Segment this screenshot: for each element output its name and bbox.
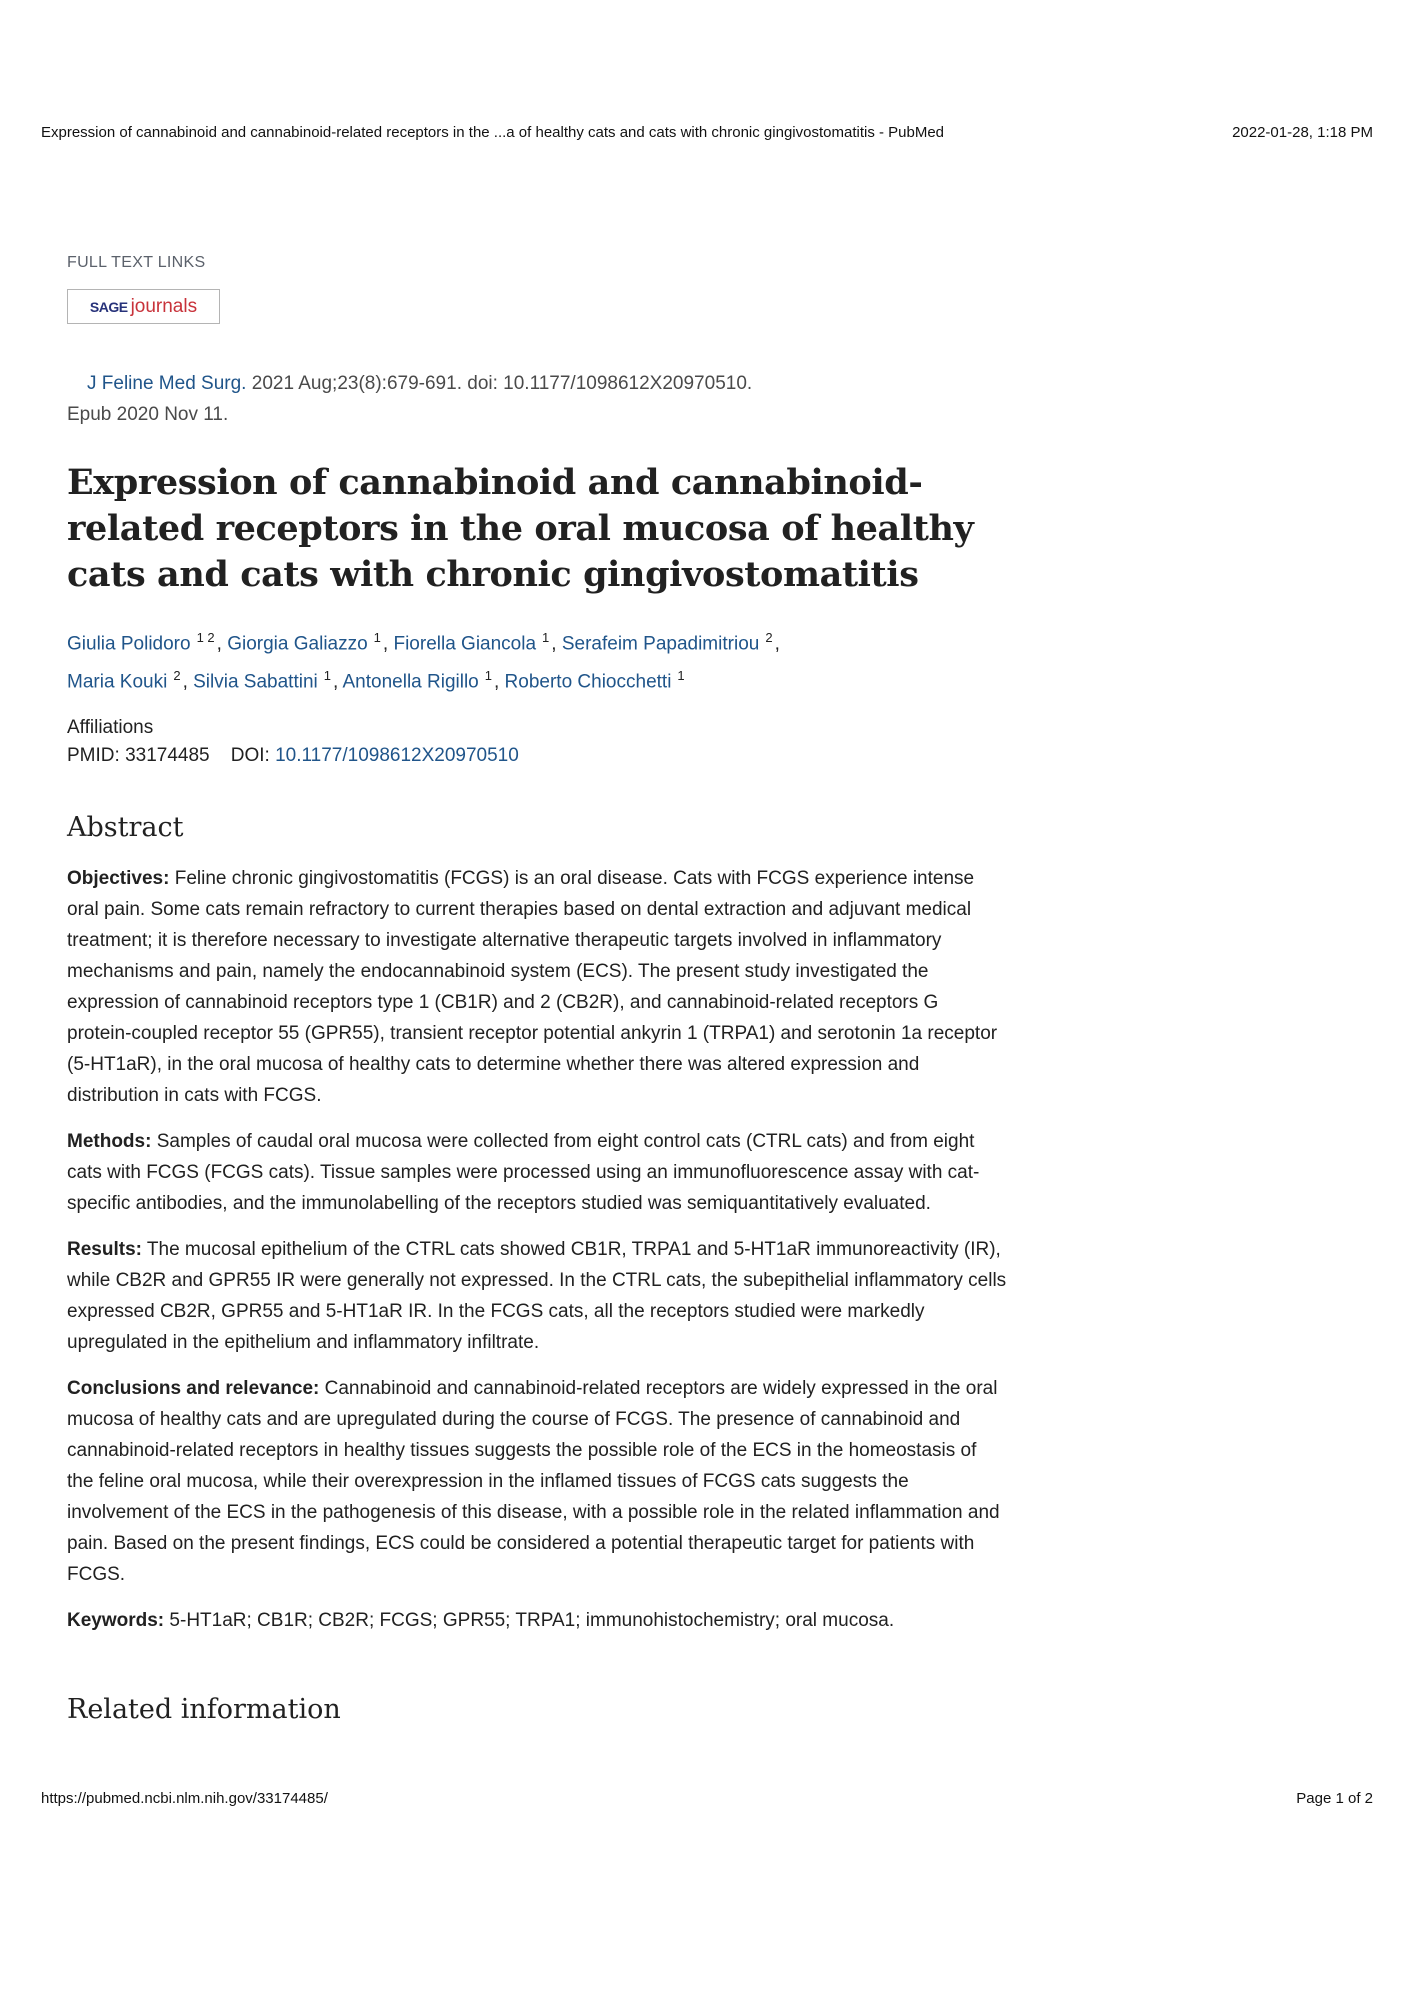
author-link[interactable]: Serafeim Papadimitriou: [561, 633, 760, 655]
print-header-title: Expression of cannabinoid and cannabinoid-related receptors in the ...a of healthy cats and cats with chronic gingivostomatitis - PubMed: [41, 124, 945, 141]
doi-label: DOI:: [230, 744, 270, 766]
author-link[interactable]: Antonella Rigillo: [342, 671, 479, 693]
abstract-body: [67, 863, 1007, 1636]
author-affiliation[interactable]: 1: [484, 668, 492, 684]
conclusions-text: Cannabinoid and cannabinoid-related receptors are widely expressed in the oral mucosa of healthy cats and are upregulated during the course of FCGS. The presence of cannabinoid and cannabinoid-related receptors in healthy tissues suggests the possible role of the ECS in the homeostasis of the feline oral mucosa, while their overexpression in the inflamed tissues of FCGS cats suggests the involvement of the ECS in the pathogenesis of this disease, with a possible role in the related inflammation and pain. Based on the present findings, ECS could be considered a potential therapeutic target for patients with FCGS.: [67, 1377, 1000, 1585]
keywords-label: Keywords:: [67, 1609, 165, 1631]
conclusions-label: Conclusions and relevance:: [67, 1377, 320, 1399]
author-affiliation[interactable]: 2: [173, 668, 181, 684]
keywords-text: 5-HT1aR; CB1R; CB2R; FCGS; GPR55; TRPA1; immunohistochemistry; oral mucosa.: [164, 1609, 895, 1631]
sage-logo: SAGE: [89, 298, 128, 315]
full-text-links-label: FULL TEXT LINKS: [67, 254, 206, 271]
author-link[interactable]: Maria Kouki: [67, 671, 168, 693]
journal-link[interactable]: J Feline Med Surg.: [87, 373, 247, 394]
author-affiliation[interactable]: 2: [765, 630, 773, 645]
author-affiliation[interactable]: 1: [677, 668, 685, 684]
objectives-text: Feline chronic gingivostomatitis (FCGS) is an oral disease. Cats with FCGS experience intense oral pain. Some cats remain refractory to current therapies based on dental extraction and adjuvant medical treatment; it is therefore necessary to investigate alternative therapeutic targets involved in inflammatory mechanisms and pain, namely the endocannabinoid system (ECS). The present study investigated the expression of cannabinoid receptors type 1 (CB1R) and 2 (CB2R), and cannabinoid-related receptors G protein-coupled receptor 55 (GPR55), transient receptor potential ankyrin 1 (TRPA1) and serotonin 1a receptor (5-HT1aR), in the oral mucosa of healthy cats to determine whether there was altered expression and distribution in cats with FCGS.: [67, 867, 998, 1106]
doi-link[interactable]: 10.1177/1098612X20970510: [275, 744, 519, 766]
print-footer: [41, 1790, 1373, 1807]
pmid-value: 33174485: [125, 744, 210, 766]
article-content: [67, 254, 1007, 1725]
abstract-objectives: [67, 863, 1007, 1111]
abstract-keywords: [67, 1605, 1007, 1636]
methods-label: Methods:: [67, 1130, 152, 1152]
id-line: [67, 742, 1007, 770]
affiliations-toggle[interactable]: Affiliations: [67, 716, 154, 738]
author-link[interactable]: Silvia Sabattini: [193, 671, 318, 693]
results-label: Results:: [67, 1238, 142, 1260]
author-link[interactable]: Fiorella Giancola: [393, 633, 537, 655]
methods-text: Samples of caudal oral mucosa were collected from eight control cats (CTRL cats) and from eight cats with FCGS (FCGS cats). Tissue samples were processed using an immunofluorescence assay with cat-specific antibodies, and the immunolabelling of the receptors studied was semiquantitatively evaluated.: [67, 1130, 980, 1214]
abstract-heading: Abstract: [67, 811, 184, 843]
sage-journals-text: journals: [130, 295, 198, 317]
author-affiliation[interactable]: 1: [323, 668, 331, 684]
citation-details: 2021 Aug;23(8):679-691. doi: 10.1177/1098612X20970510.: [246, 373, 753, 394]
article-meta: [67, 714, 1007, 770]
author-link[interactable]: Giorgia Galiazzo: [227, 633, 368, 655]
pmid-label: PMID:: [67, 744, 120, 766]
print-header-datetime: 2022-01-28, 1:18 PM: [1232, 124, 1373, 141]
abstract-conclusions: [67, 1373, 1007, 1590]
author-link[interactable]: Roberto Chiocchetti: [504, 671, 672, 693]
related-information-heading: Related information: [67, 1693, 341, 1725]
author-link[interactable]: Giulia Polidoro: [67, 633, 191, 655]
authors-list: Giulia Polidoro $^{1 2}$ , Giorgia Galiazzo $^1$ , Fiorella Giancola $^1$ , Serafeim Papadimitriou $^2$ , Maria Kouki $^2$ , Silvia Sabattini $^1$ , Antonella Rigillo $^1$ , Roberto Chiocchetti $^1$: [67, 630, 780, 693]
objectives-label: Objectives:: [67, 867, 170, 889]
article-title: Expression of cannabinoid and cannabinoid-related receptors in the oral mucosa of healthy cats and cats with chronic gingivostomatitis: [67, 462, 974, 595]
author-affiliation[interactable]: 1: [373, 630, 381, 645]
results-text: The mucosal epithelium of the CTRL cats showed CB1R, TRPA1 and 5-HT1aR immunoreactivity (IR), while CB2R and GPR55 IR were generally not expressed. In the CTRL cats, the subepithelial inflammatory cells expressed CB2R, GPR55 and 5-HT1aR IR. In the FCGS cats, all the receptors studied were markedly upregulated in the epithelium and inflammatory infiltrate.: [67, 1238, 1007, 1353]
epub-date: Epub 2020 Nov 11.: [67, 404, 229, 425]
abstract-methods: [67, 1126, 1007, 1219]
citation: [67, 368, 1007, 430]
abstract-results: [67, 1234, 1007, 1358]
page-url: https://pubmed.ncbi.nlm.nih.gov/33174485/: [41, 1790, 328, 1807]
sage-journals-link[interactable]: [67, 289, 220, 324]
author-affiliation[interactable]: 1 2: [196, 630, 215, 645]
page-number: Page 1 of 2: [1296, 1790, 1373, 1807]
print-header: [41, 124, 1373, 141]
author-affiliation[interactable]: 1: [542, 630, 550, 645]
